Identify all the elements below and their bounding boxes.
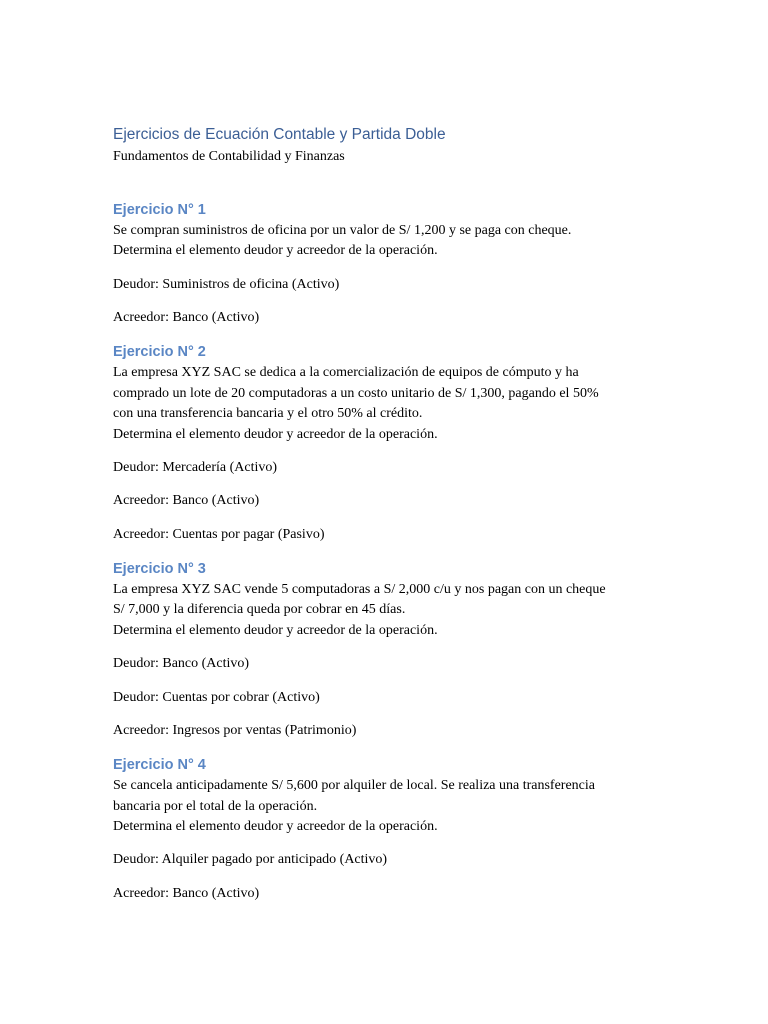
exercise-heading: Ejercicio N° 2 — [113, 344, 206, 361]
exercise-statement-line: La empresa XYZ SAC vende 5 computadoras a S/ 2,000 c/u y nos pagan con un cheque — [113, 581, 606, 597]
exercise-2 — [113, 342, 658, 545]
exercise-statement-line: Se cancela anticipadamente S/ 5,600 por alquiler de local. Se realiza una transferencia — [113, 778, 596, 794]
journal-entry: Acreedor: Ingresos por ventas (Patrimonio) — [113, 723, 357, 739]
exercise-instruction-line: Determina el elemento deudor y acreedor de la operación. — [113, 243, 438, 259]
exercise-1 — [113, 200, 658, 328]
exercise-instruction-line: Determina el elemento deudor y acreedor de la operación. — [113, 818, 438, 834]
journal-entry: Deudor: Mercadería (Activo) — [113, 459, 278, 475]
exercise-heading: Ejercicio N° 4 — [113, 757, 206, 774]
exercise-statement-line: Se compran suministros de oficina por un valor de S/ 1,200 y se paga con cheque. — [113, 223, 572, 238]
exercise-instruction-line: Determina el elemento deudor y acreedor de la operación. — [113, 426, 438, 442]
exercise-instruction-line: Determina el elemento deudor y acreedor de la operación. — [113, 622, 438, 638]
journal-entry: Deudor: Cuentas por cobrar (Activo) — [113, 689, 320, 705]
journal-entry: Deudor: Alquiler pagado por anticipado (Activo) — [113, 852, 388, 868]
exercise-3 — [113, 559, 658, 741]
journal-entry: Acreedor: Banco (Activo) — [113, 310, 260, 326]
journal-entry: Acreedor: Banco (Activo) — [113, 493, 260, 509]
exercise-statement-line: con una transferencia bancaria y el otro 50% al crédito. — [113, 406, 423, 422]
document-subtitle: Fundamentos de Contabilidad y Finanzas — [113, 149, 345, 164]
exercise-heading: Ejercicio N° 3 — [113, 560, 206, 577]
journal-entry: Acreedor: Banco (Activo) — [113, 885, 260, 901]
document-page — [113, 124, 658, 904]
journal-entry: Deudor: Banco (Activo) — [113, 656, 250, 672]
journal-entry: Deudor: Suministros de oficina (Activo) — [113, 276, 340, 292]
exercise-statement-line: bancaria por el total de la operación. — [113, 798, 318, 814]
journal-entry: Acreedor: Cuentas por pagar (Pasivo) — [113, 526, 325, 542]
exercise-statement-line: La empresa XYZ SAC se dedica a la comercialización de equipos de cómputo y ha — [113, 365, 579, 381]
exercise-statement-line: comprado un lote de 20 computadoras a un costo unitario de S/ 1,300, pagando el 50% — [113, 385, 599, 401]
exercise-statement-line: S/ 7,000 y la diferencia queda por cobrar en 45 días. — [113, 602, 406, 618]
document-title: Ejercicios de Ecuación Contable y Partida Doble — [113, 126, 446, 143]
exercise-4 — [113, 755, 658, 904]
exercise-heading: Ejercicio N° 1 — [113, 202, 206, 218]
